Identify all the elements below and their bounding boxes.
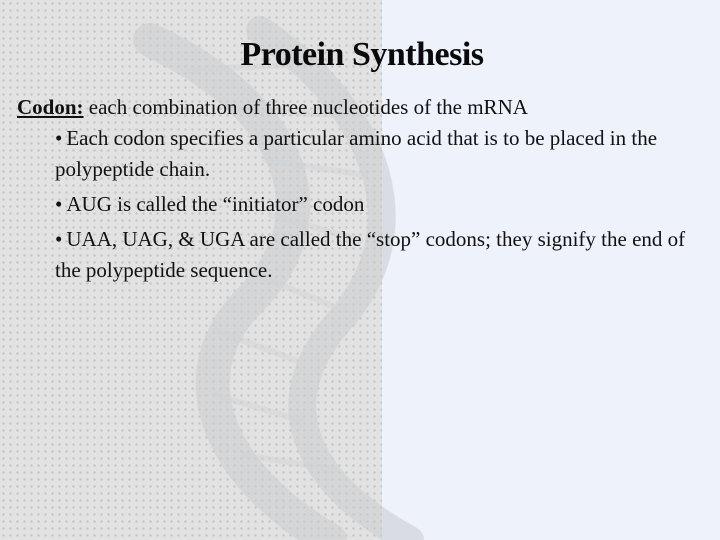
bullet-glyph: •	[55, 126, 63, 150]
bullet-text: Each codon specifies a particular amino acid that is to be placed in the polypeptide chain.	[55, 126, 658, 181]
slide-title-text: Protein Synthesis	[240, 36, 484, 73]
bullet-text: AUG is called the “initiator” codon	[66, 192, 365, 216]
bullet-text: UAA, UAG, & UGA are called the “stop” codons; they signify the end of the polypeptide sequence.	[55, 227, 686, 282]
codon-definition-line	[17, 92, 707, 123]
bullet-glyph: •	[55, 192, 63, 216]
bullet-item	[17, 224, 705, 286]
codon-term: Codon:	[17, 95, 84, 119]
codon-definition: each combination of three nucleotides of the mRNA	[88, 95, 528, 119]
bullet-glyph: •	[55, 227, 63, 251]
bullet-item	[17, 123, 705, 185]
bullet-item	[17, 189, 705, 220]
slide-title	[0, 36, 720, 74]
slide-body	[17, 92, 707, 286]
